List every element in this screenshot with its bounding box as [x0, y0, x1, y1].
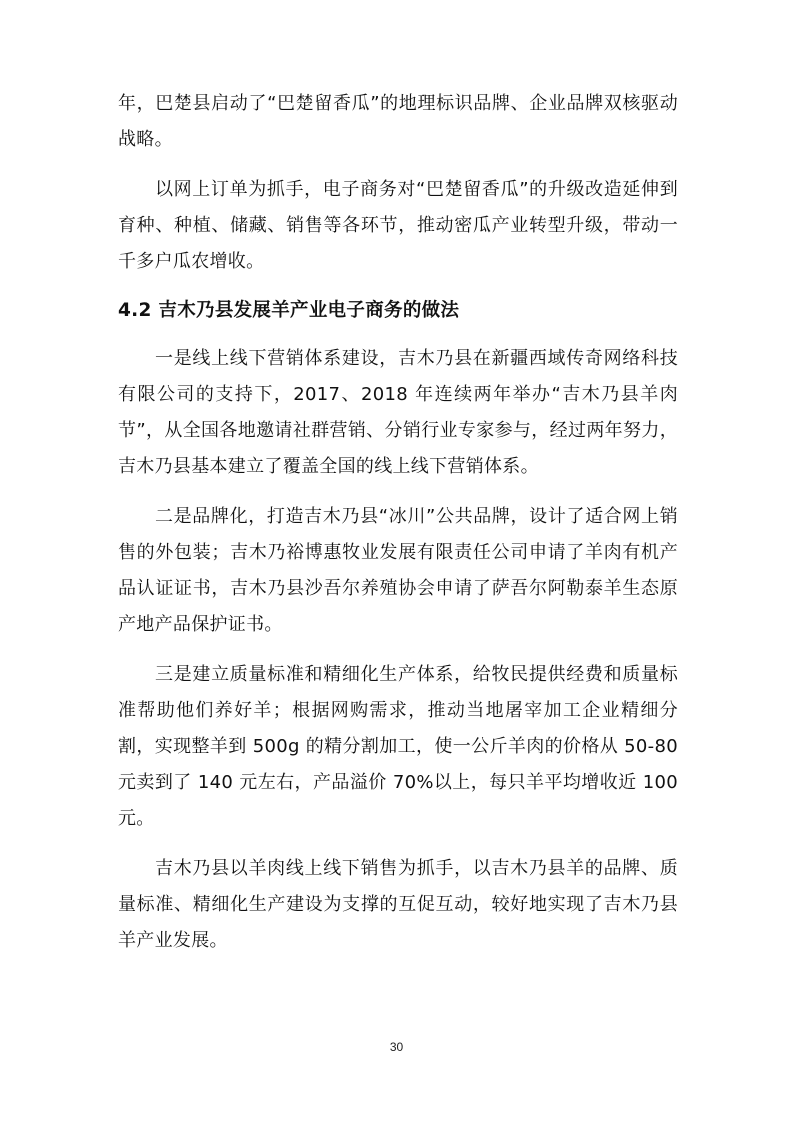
paragraph-continued: 年，巴楚县启动了“巴楚留香瓜”的地理标识品牌、企业品牌双核驱动战略。	[118, 93, 678, 150]
paragraph: 吉木乃县以羊肉线上线下销售为抓手，以吉木乃县羊的品牌、质量标准、精细化生产建设为支撑的互促互动，较好地实现了吉木乃县羊产业发展。	[118, 858, 678, 951]
paragraph: 以网上订单为抓手，电子商务对“巴楚留香瓜”的升级改造延伸到育种、种植、储藏、销售等各环节，推动密瓜产业转型升级，带动一千多户瓜农增收。	[118, 179, 678, 272]
paragraph: 三是建立质量标准和精细化生产体系，给牧民提供经费和质量标准帮助他们养好羊；根据网购需求，推动当地屠宰加工企业精细分割，实现整羊到 500g 的精分割加工，使一公斤羊肉的价格从 50-80 元卖到了 140 元左右，产品溢价 70%以上，每只羊平均增收近 100 元。	[118, 664, 678, 829]
paragraph: 一是线上线下营销体系建设，吉木乃县在新疆西域传奇网络科技有限公司的支持下，2017、2018 年连续两年举办“吉木乃县羊肉节”，从全国各地邀请社群营销、分销行业专家参与，经过两年努力，吉木乃县基本建立了覆盖全国的线上线下营销体系。	[118, 348, 678, 477]
page-number: 30	[389, 1040, 404, 1054]
paragraph: 二是品牌化，打造吉木乃县“冰川”公共品牌，设计了适合网上销售的外包装；吉木乃裕博惠牧业发展有限责任公司申请了羊肉有机产品认证证书，吉木乃县沙吾尔养殖协会申请了萨吾尔阿勒泰羊生态原产地产品保护证书。	[118, 506, 678, 635]
page-body	[118, 86, 678, 959]
section-heading: 4.2 吉木乃县发展羊产业电子商务的做法	[118, 300, 460, 321]
